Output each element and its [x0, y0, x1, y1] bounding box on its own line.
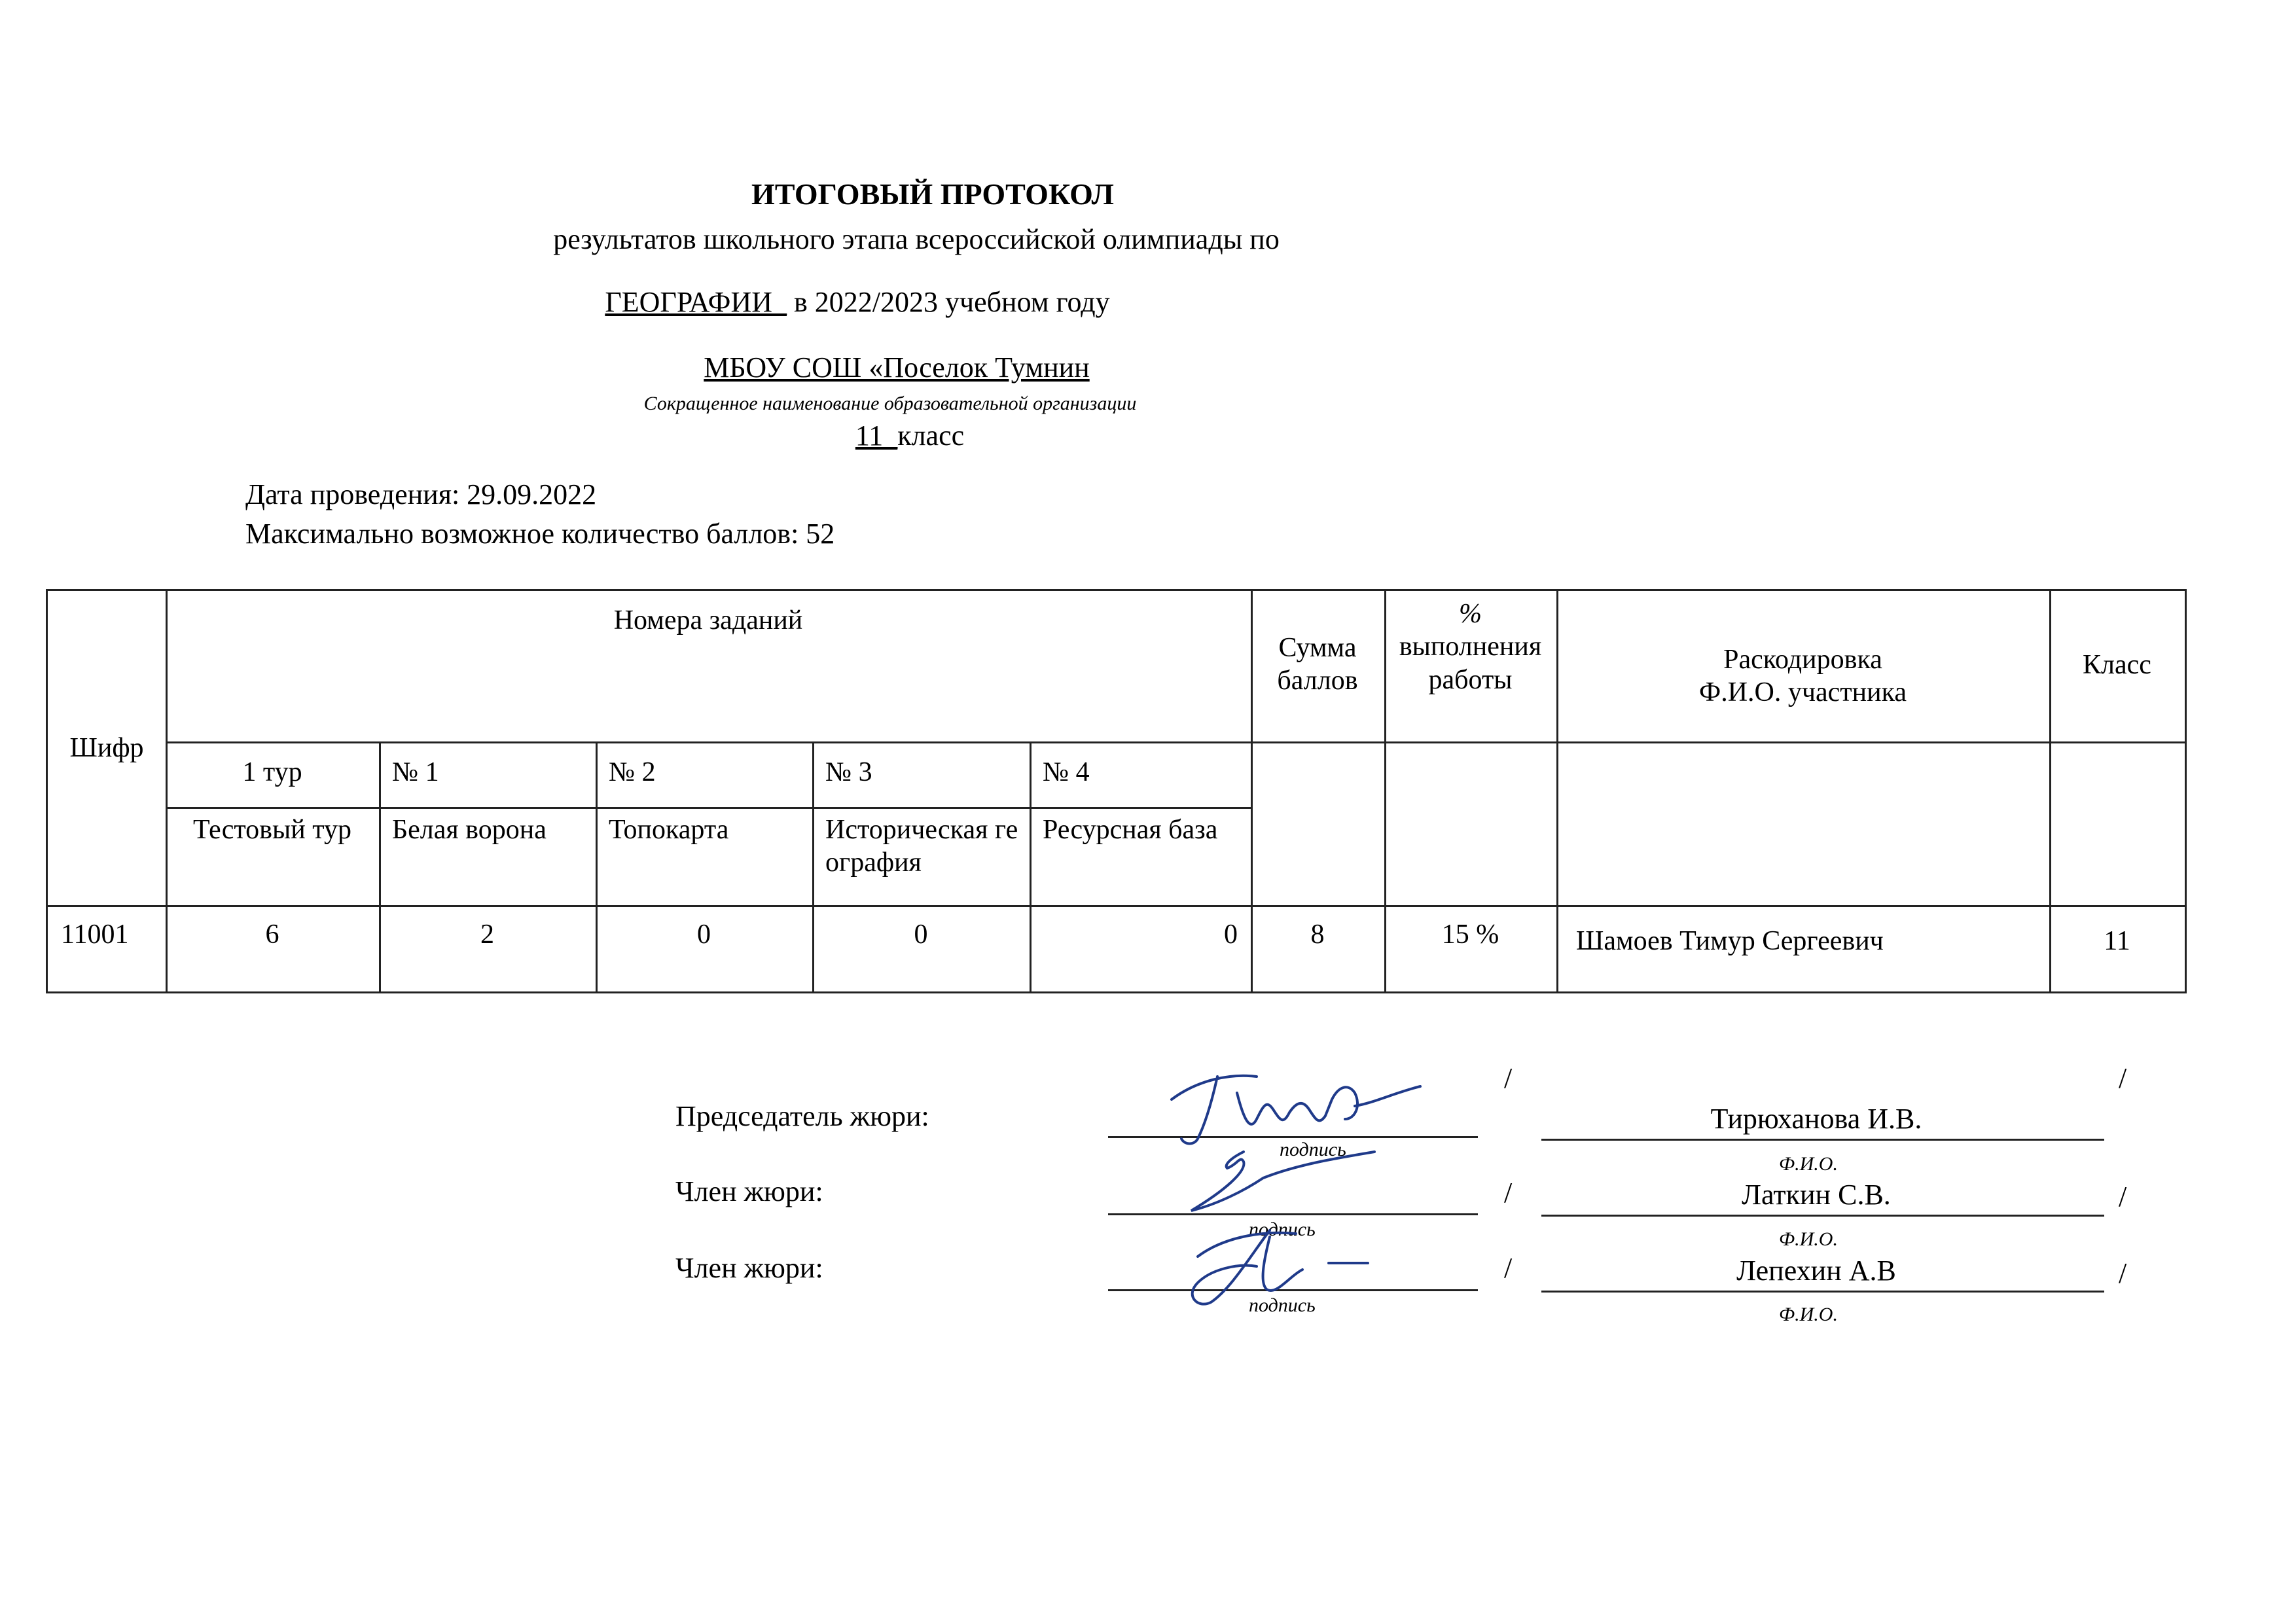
row-participant-name: Шамоев Тимур Сергеевич — [1576, 926, 1884, 956]
class-word: класс — [897, 419, 965, 452]
task-name: Топокарта — [609, 815, 729, 845]
name-line — [1541, 1139, 2104, 1141]
percent-symbol: % — [1459, 599, 1482, 629]
org-name: МБОУ СОШ «Поселок Тумнин — [704, 351, 1090, 383]
signature-caption: подпись — [1249, 1219, 1316, 1240]
row-score: 6 — [265, 919, 279, 950]
signature-caption: подпись — [1280, 1139, 1346, 1160]
header-class: Класс — [2083, 650, 2151, 680]
row-score: 0 — [914, 919, 928, 950]
row-code: 11001 — [61, 919, 129, 950]
row-score: 0 — [1224, 919, 1238, 950]
decode-line-2: Ф.И.О. участника — [1699, 677, 1907, 708]
header-decode — [1556, 643, 2049, 735]
separator-slash: / — [1504, 1177, 1513, 1209]
header-percent — [1384, 597, 1556, 741]
subject-name: ГЕОГРАФИИ_ — [605, 286, 787, 318]
signature-member-1 — [1165, 1139, 1401, 1224]
separator-slash: / — [1504, 1062, 1513, 1094]
subject-line — [0, 285, 1715, 319]
year-text: в 2022/2023 учебном году — [787, 286, 1110, 318]
jury-name: Тирюханова И.В. — [1710, 1103, 1922, 1135]
protocol-subtitle: результатов школьного этапа всероссийской олимпиады по — [553, 223, 1280, 255]
header-sum: Сумма баллов — [1277, 633, 1358, 696]
row-class: 11 — [2104, 926, 2130, 956]
jury-role: Член жюри: — [675, 1175, 823, 1207]
organization-caption: Сокращенное наименование образовательной организации — [643, 393, 1137, 414]
separator-slash: / — [2119, 1181, 2127, 1213]
separator-slash: / — [2119, 1062, 2127, 1094]
decode-line-1: Раскодировка — [1723, 645, 1882, 675]
signature-member-2 — [1172, 1217, 1394, 1315]
organization-name — [0, 351, 1793, 384]
task-number: № 3 — [825, 757, 872, 787]
name-line — [1541, 1215, 2104, 1217]
name-caption: Ф.И.О. — [1779, 1304, 1838, 1325]
task-name: Историческая география — [825, 815, 1018, 878]
protocol-title: ИТОГОВЫЙ ПРОТОКОЛ — [751, 177, 1114, 211]
header-tasks: Номера заданий — [613, 605, 803, 635]
task-name: Белая ворона — [392, 815, 547, 845]
signature-caption: подпись — [1249, 1294, 1316, 1316]
separator-slash: / — [2119, 1257, 2127, 1289]
row-sum: 8 — [1310, 919, 1325, 950]
task-name: Ресурсная база — [1043, 815, 1218, 845]
name-caption: Ф.И.О. — [1779, 1228, 1838, 1250]
percent-text: выполнения работы — [1399, 632, 1542, 695]
task-name: Тестовый тур — [192, 815, 351, 845]
name-caption: Ф.И.О. — [1779, 1153, 1838, 1175]
task-number: 1 тур — [242, 757, 302, 787]
header-code: Шифр — [69, 732, 144, 763]
name-line — [1541, 1291, 2104, 1293]
separator-slash: / — [1504, 1252, 1513, 1284]
results-table — [46, 589, 2187, 993]
jury-role: Председатель жюри: — [675, 1100, 929, 1132]
max-score: Максимально возможное количество баллов: 52 — [245, 518, 835, 550]
task-number: № 2 — [609, 757, 656, 787]
task-number: № 4 — [1043, 757, 1090, 787]
task-number: № 1 — [392, 757, 439, 787]
class-number: 11_ — [855, 419, 898, 452]
row-percent: 15 % — [1441, 919, 1499, 950]
class-line — [0, 419, 1820, 452]
jury-role: Член жюри: — [675, 1252, 823, 1284]
jury-name: Латкин С.В. — [1742, 1179, 1891, 1211]
row-score: 2 — [480, 919, 494, 950]
jury-name: Лепехин А.В — [1736, 1255, 1896, 1287]
row-score: 0 — [697, 919, 711, 950]
exam-date: Дата проведения: 29.09.2022 — [245, 478, 597, 510]
